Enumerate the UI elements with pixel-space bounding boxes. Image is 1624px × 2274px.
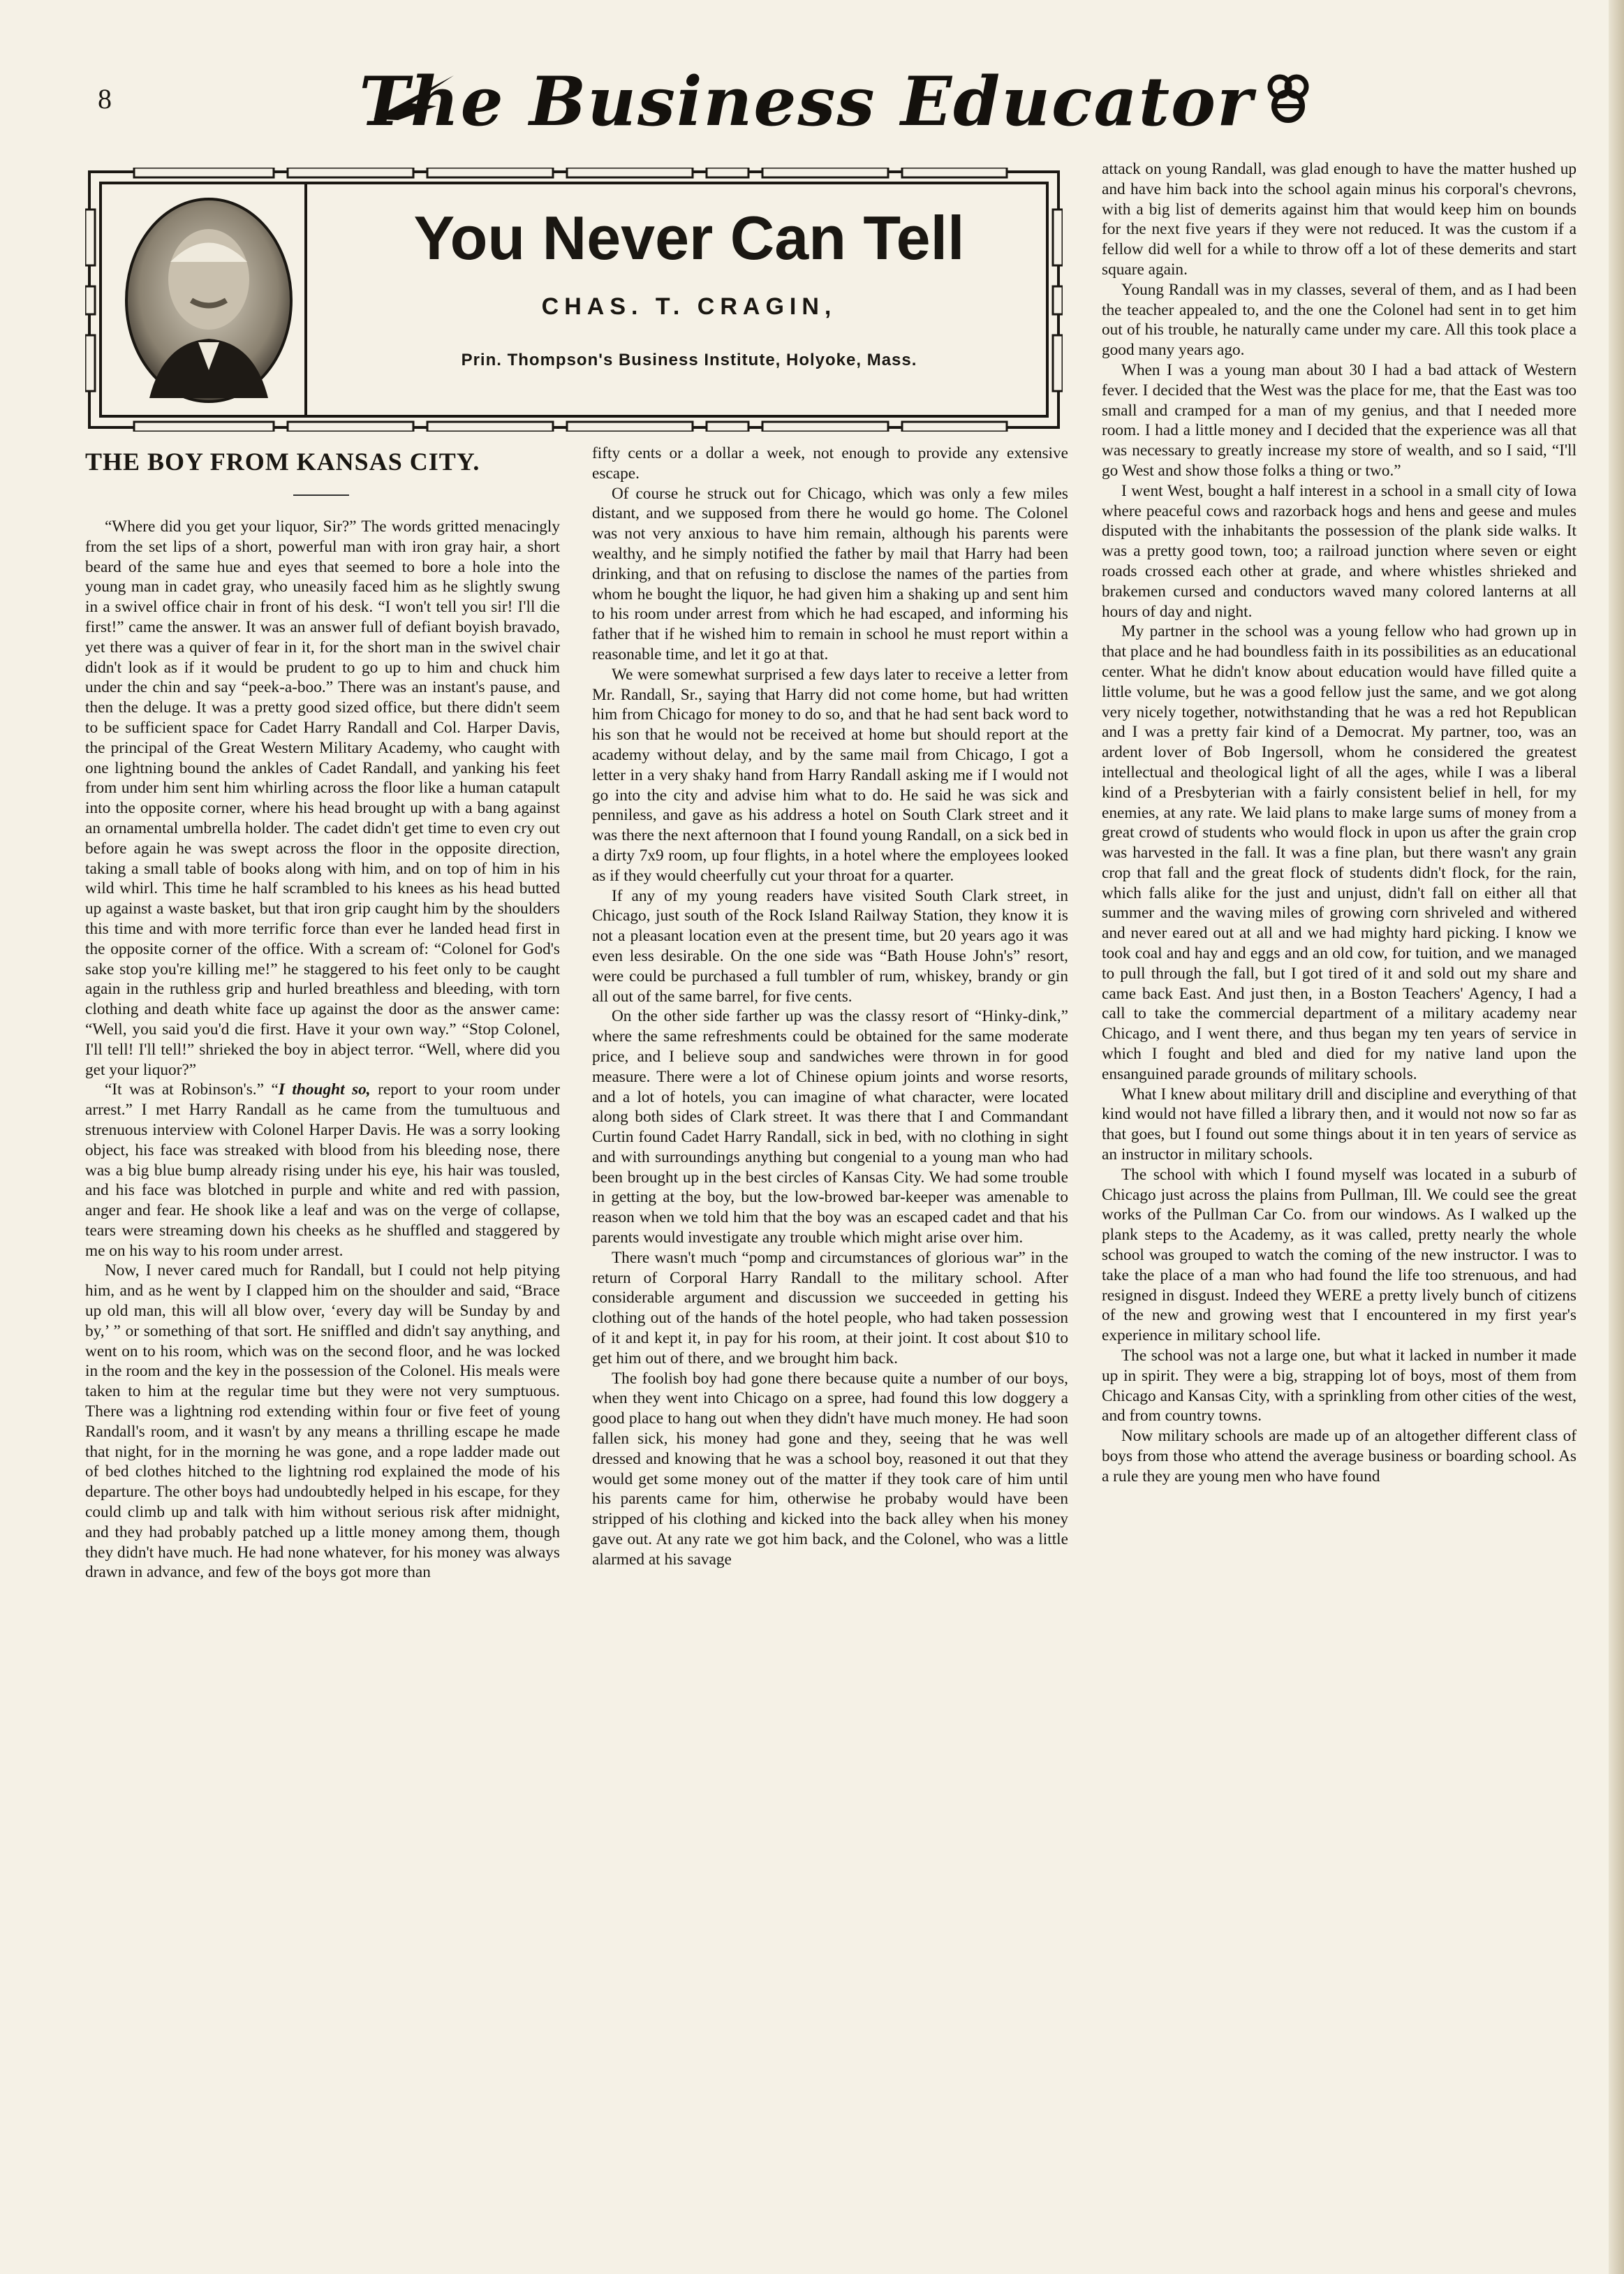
- paragraph: fifty cents or a dollar a week, not enough to provide any extensive escape.: [592, 444, 1068, 483]
- text-column-3: [1102, 159, 1577, 1487]
- paragraph: The foolish boy had gone there because quite a number of our boys, when they went into Chicago on a spree, had found this low doggery a good place to hang out when they didn't have much money. He had soon fallen sick, his money had gone and they, seeing that he was well dressed and knowing that he was a school boy, reasoned it out that they would get some money out of the matter if they took care of him until his parents came for him, otherwise he probaby would have been stripped of his clothing and kicked into the back alley when his money gave out. At any rate we got him back, and the Colonel, who was a little alarmed at his savage: [592, 1369, 1068, 1569]
- text-column-2: [592, 443, 1068, 1570]
- masthead-title: The Business Educator: [359, 61, 1254, 141]
- paragraph: The school was not a large one, but what it lacked in number it made up in spirit. They were a big, strapping lot of boys, most of them from Chicago and Kansas City, with a sprinkling from other cities of the west, and from country towns.: [1102, 1347, 1577, 1425]
- article-title-box: [85, 168, 1063, 432]
- author-portrait: [121, 196, 296, 405]
- paragraph: If any of my young readers have visited South Clark street, in Chicago, just south of the Rock Island Railway Station, they know it is not a pleasant location even at the present time, but 20 years ago it was even less desirable. On the one side was “Bath House John's” resort, were could be purchased a full tumbler of rum, whiskey, brandy or gin all out of the same barrel, for five cents.: [592, 886, 1068, 1006]
- article-title: You Never Can Tell: [413, 203, 965, 272]
- paragraph: “Where did you get your liquor, Sir?” The words gritted menacingly from the set lips of a short, powerful man with iron gray hair, a short beard of the same hue and eyes that seemed to bore a hole into the young man in cadet gray, who uneasily faced him as he slightly swung in a swivel office chair in front of his desk. “I won't tell you sir! I'll die first!” came the answer. It was an answer full of defiant boyish bravado, yet there was a quiver of fear in it, for the short man in the swivel chair didn't look as if it would be prudent to go up to him and chuck him under the chin and say “peek-a-boo.” There was an instant's pause, and then the deluge. It was a pretty good sized office, but there didn't seem to be sufficient space for Cadet Harry Randall and Col. Harper Davis, the principal of the Great Western Military Academy, who caught with one lightning bound the ankles of Cadet Randall, and yanking his feet from under him sent him whirling across the floor like a human catapult into the opposite corner, where his head brought up with a bang against an ornamental umbrella holder. The cadet didn't get time to even cry out before again he was swept across the floor in the opposite direction, taking a small table of books along with him, and on top of him in his wild whirl. This time he half scrambled to his knees as his head butted up against a waste basket, but that iron grip caught him by the shoulders this time and with more terrific force than ever he landed head first in the opposite corner of the office. With a scream of: “Colonel for God's sake stop you're killing me!” he staggered to his feet only to be caught again in the ruthless grip and hurled breathless and bleeding, with torn clothing and death white face up against the door as the answer came: “Well, you said you'd die first. Have it your own way.” “Stop Colonel, I'll tell! I'll tell!” shrieked the boy in abject terror. “Well, where did you get your liquor?”: [85, 518, 560, 1079]
- paragraph: We were somewhat surprised a few days later to receive a letter from Mr. Randall, Sr., saying that Harry did not come home, but had written him from Chicago for money to do so, and that he had sent back word to his son that he would not be received at home but should report at the academy without delay, and by the same mail from Chicago, I got a letter in a very shaky hand from Harry Randall asking me if I would not go into the city and advise him what to do. He said he was sick and penniless, and gave as his address a hotel on South Clark street and it was there the next afternoon that I found young Randall, on a sick bed in a dirty 7x9 room, up four flights, in a hotel where the employees looked as if they would cheerfully cut your throat for a quarter.: [592, 665, 1068, 885]
- paragraph: On the other side farther up was the classy resort of “Hinky-dink,” where the same refreshments could be obtained for the same moderate price, and I believe soup and sandwiches were thrown in for good measure. There were a lot of Chinese opium joints and worse resorts, and a lot of hotels, you can imagine of what character, were located along both sides of Clark street. It was there that I and Commandant Curtin found Cadet Harry Randall, sick in bed, with no clothing in sight and with surroundings anything but congenial to a young man who had been brought up in the best circles of Kansas City. We had some trouble in getting at the boy, but the low-browed bar-keeper was amenable to reason when we told him that the boy was an escaped cadet and that his parents would investigate any trouble which might arise over him.: [592, 1007, 1068, 1247]
- paragraph: “It was at Robinson's.” “I thought so, report to your room under arrest.” I met Harry Randall as he came from the tumultuous and strenuous interview with Colonel Harper Davis. He was a sorry looking object, his face was streaked with blood from his bleeding nose, there was a big blue bump already rising under his eye, his hair was tousled, and his face was blotched in purple and white and red with passion, anger and fear. He shook like a leaf and was on the verge of collapse, tears were streaming down his cheeks as he shuffled and staggered by me on his way to his room under arrest.: [85, 1080, 561, 1260]
- page-edge: [1609, 0, 1624, 2274]
- paragraph: There wasn't much “pomp and circumstances of glorious war” in the return of Corporal Harry Randall to the military school. After considerable argument and discussion we succeeded in getting his clothing out of the hands of the hotel people, who had taken possession of it and kept it, in pay for his room, at their joint. It cost about $10 to get him out of there, and we brought him back.: [592, 1248, 1068, 1367]
- emblem-icon: [1260, 70, 1316, 126]
- paragraph: My partner in the school was a young fellow who had grown up in that place and he had boundless faith in its possibilities as an educational center. What he didn't know about education would have filled quite a little volume, but he was a good fellow just the same, and we got along very nicely together, notwithstanding that he was a red hot Republican and I was a pretty fair kind of a Democrat. My partner, too, was an ardent lover of Bob Ingersoll, whom he considered the greatest intellectual and theological light of all the ages, while I was a liberal kind of a Presbyterian with a fairly consistent belief in hell, for my enemies, at any rate. We laid plans to make large sums of money from a great crowd of students who would flock in upon us after the grain crop was harvested in the fall. It was a fine plan, but there wasn't any grain crop that fall and the great flock of students didn't flock, for the rain, which falls alike for the just and unjust, didn't fall on either all that summer and the waving miles of growing corn shriveled and withered and never eared out at all and we had mighty hard picking. I know we took coal and hay and eggs and an old cow, for tuition, and we managed to pull through the fall, but I got tired of it and sold out my share and came back East. And just then, in a Boston Teachers' Agency, I had a call to take the commercial department of a military academy near Chicago, and I went there, and thus began my ten years of service in which I fought and bled and died for my native land upon the ensanguined parade grounds of military schools.: [1102, 622, 1577, 1083]
- page-number: 8: [98, 83, 112, 115]
- paragraph: Now, I never cared much for Randall, but I could not help pitying him, and as he went by I clapped him on the shoulder and said, “Brace up old man, this will all blow over, ‘every day will be Sunday by and by,’ ” or something of that sort. He sniffled and didn't say anything, and went on to his room, which was on the second floor, and he was locked in the room and the key in the possession of the Colonel. His meals were taken to him at the regular time but they were not very sumptuous. There was a lightning rod extending within four or five feet of young Randall's room, and it wasn't by any means a thrilling escape he made that night, for in the morning he was gone, and a rope ladder made out of bed clothes hitched to the lightning rod explained the mode of his departure. The other boys had undoubtedly helped in his escape, for they could climb up and talk with him without serious risk after midnight, and they had probably patched up a little money among them, though they didn't have much. He had none whatever, for his money was always drawn in advance, and few of the boys got more than: [85, 1261, 560, 1582]
- paragraph: Now military schools are made up of an altogether different class of boys from those who attend the average business or boarding school. As a rule they are young men who have found: [1102, 1427, 1577, 1486]
- paragraph: Young Randall was in my classes, several of them, and as I had been the teacher appealed to, and the one the Colonel had sent in to get him out of his trouble, he naturally came under my care. All this took place a good many years ago.: [1102, 280, 1577, 360]
- author-name: CHAS. T. CRAGIN,: [541, 293, 837, 320]
- author-affiliation: Prin. Thompson's Business Institute, Holyoke, Mass.: [461, 351, 917, 369]
- paragraph: Of course he struck out for Chicago, which was only a few miles distant, and we supposed from there he would go home. The Colonel was not very anxious to have him remain, although his parents were wealthy, and he simply notified the father by mail that Harry had been drinking, and that on refusing to disclose the names of the parties from whom he bought the liquor, he had given him a shaking up and sent him to his room under arrest from which he had escaped, and informing his father that if he wished him to remain in school he must report within a reasonable time, and let it go at that.: [592, 484, 1068, 663]
- paragraph: What I knew about military drill and discipline and everything of that kind would not have filled a library then, and it would not now so far as that goes, but I found out some things about it in ten years of service as an instructor in military schools.: [1102, 1085, 1577, 1164]
- heading-divider: [293, 494, 349, 496]
- section-heading: THE BOY FROM KANSAS CITY.: [85, 448, 480, 476]
- paragraph: attack on young Randall, was glad enough to have the matter hushed up and have him back into the school again minus his corporal's chevrons, with a big list of demerits against him that would keep him on bounds for the next five years if they were not reduced. It was the custom if a fellow did well for a while to throw off a lot of these demerits and start square again.: [1102, 160, 1577, 279]
- masthead: [359, 61, 1254, 141]
- paragraph: When I was a young man about 30 I had a bad attack of Western fever. I decided that the West was the place for me, that the East was too small and cramped for a man of my genius, and that I needed more room. I had a little money and I decided that the experience was all that was necessary to greatly increase my store of wealth, and so I said, “I'll go West and show those folks a thing or two.”: [1102, 360, 1577, 480]
- text-column-1: [85, 517, 560, 1583]
- paragraph: I went West, bought a half interest in a school in a small city of Iowa where peaceful cows and razorback hogs and hens and geese and mules disputed with the inhabitants the possession of the plank side walks. It was a pretty good town, too; a railroad junction where seven or eight roads crossed each other at grade, and where whistles shrieked and brakemen cursed and conductors waved many colored lanterns at all hours of day and night.: [1102, 481, 1577, 621]
- paragraph: The school with which I found myself was located in a suburb of Chicago just across the plains from Pullman, Ill. We could see the great works of the Pullman Car Co. from our windows. As I walked up the plank steps to the Academy, as it was called, pretty nearly the whole school was grouped to watch the coming of the new instructor. I was to take the place of a man who had found the life too strenuous, and had resigned in disgust. Indeed they WERE a pretty lively bunch of citizens of the new and growing west that I encountered in my first year's experience in military school life.: [1102, 1165, 1577, 1345]
